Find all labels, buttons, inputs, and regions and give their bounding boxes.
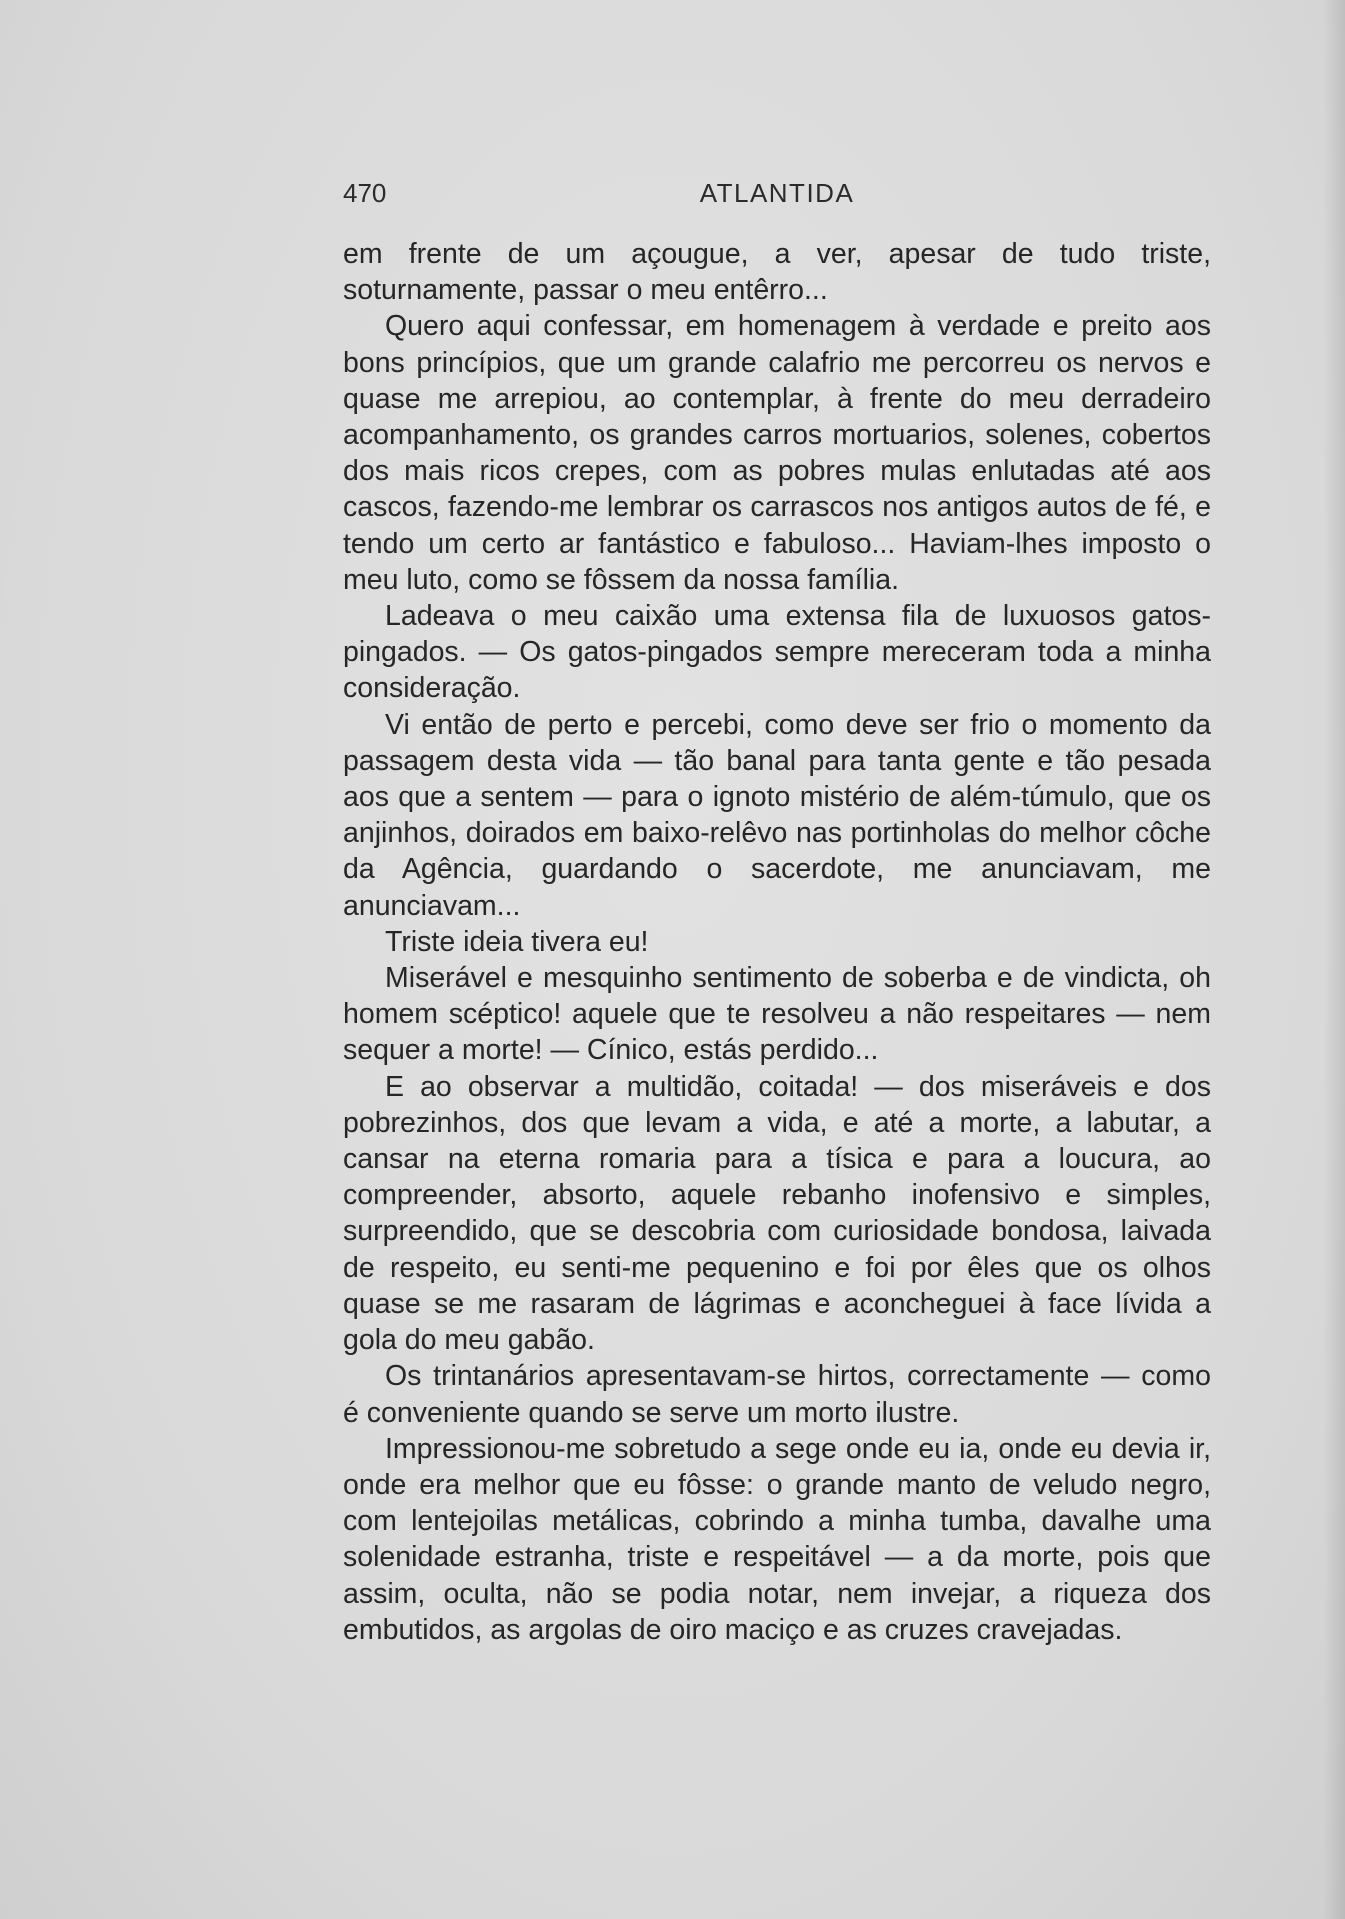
paragraph-2: Quero aqui confessar, em homenagem à verdade e preito aos bons princípios, que um grande calafrio me percorreu os nervos e quase me arrepiou, ao contemplar, à frente do meu derradeiro acompanhamento, os grandes carros mortuarios, solenes, cobertos dos mais ricos crepes, com as pobres mulas enlutadas até aos cascos, fazendo-me lembrar os carrascos nos antigos autos de fé, e tendo um certo ar fantástico e fabuloso... Haviam-lhes imposto o meu luto, como se fôssem da nossa família. — [343, 310, 1211, 596]
page-number: 470 — [343, 178, 387, 208]
page-edge-shadow — [1323, 0, 1345, 1919]
running-head — [343, 178, 1211, 218]
paragraph-3: Ladeava o meu caixão uma extensa fila de luxuosos gatos-pingados. — Os gatos-pingados sempre mereceram toda a minha consideração. — [343, 600, 1211, 705]
running-title: ATLANTIDA — [699, 178, 855, 208]
paragraph-5: Triste ideia tivera eu! — [385, 925, 649, 958]
paragraph-7: E ao observar a multidão, coitada! — dos miseráveis e dos pobrezinhos, dos que levam a vida, e até a morte, a labutar, a cansar na eterna romaria para a tísica e para a loucura, ao compreender, absorto, aquele rebanho inofensivo e simples, surpreendido, que se descobria com curiosidade bondosa, laivada de respeito, eu senti-me pequenino e foi por êles que os olhos quase se me rasaram de lágrimas e aconcheguei à face lívida a gola do meu gabão. — [343, 1070, 1211, 1357]
paragraph-8: Os trintanários apresentavam-se hirtos, correctamente — como é conveniente quando se serve um morto ilustre. — [343, 1360, 1211, 1429]
paragraph-6: Miserável e mesquinho sentimento de soberba e de vindicta, oh homem scéptico! aquele que te resolveu a não respeitares — nem sequer a morte! — Cínico, estás perdido... — [343, 962, 1211, 1067]
body-text — [343, 236, 1211, 1648]
paragraph-4: Vi então de perto e percebi, como deve ser frio o momento da passagem desta vida — tão banal para tanta gente e tão pesada aos que a sentem — para o ignoto mistério de além-túmulo, que os anjinhos, doirados em baixo-relêvo nas portinholas do melhor côche da Agência, guardando o sacerdote, me anunciavam, me anunciavam... — [343, 708, 1211, 922]
paragraph-1: em frente de um açougue, a ver, apesar de tudo triste, soturnamente, passar o meu entêrro... — [343, 238, 1211, 307]
paragraph-9: Impressionou-me sobretudo a sege onde eu ia, onde eu devia ir, onde era melhor que eu fôsse: o grande manto de veludo negro, com lentejoilas metálicas, cobrindo a minha tumba, davalhe uma solenidade estranha, triste e respeitável — a da morte, pois que assim, oculta, não se podia notar, nem invejar, a riqueza dos embutidos, as argolas de oiro maciço e as cruzes cravejadas. — [343, 1432, 1211, 1646]
